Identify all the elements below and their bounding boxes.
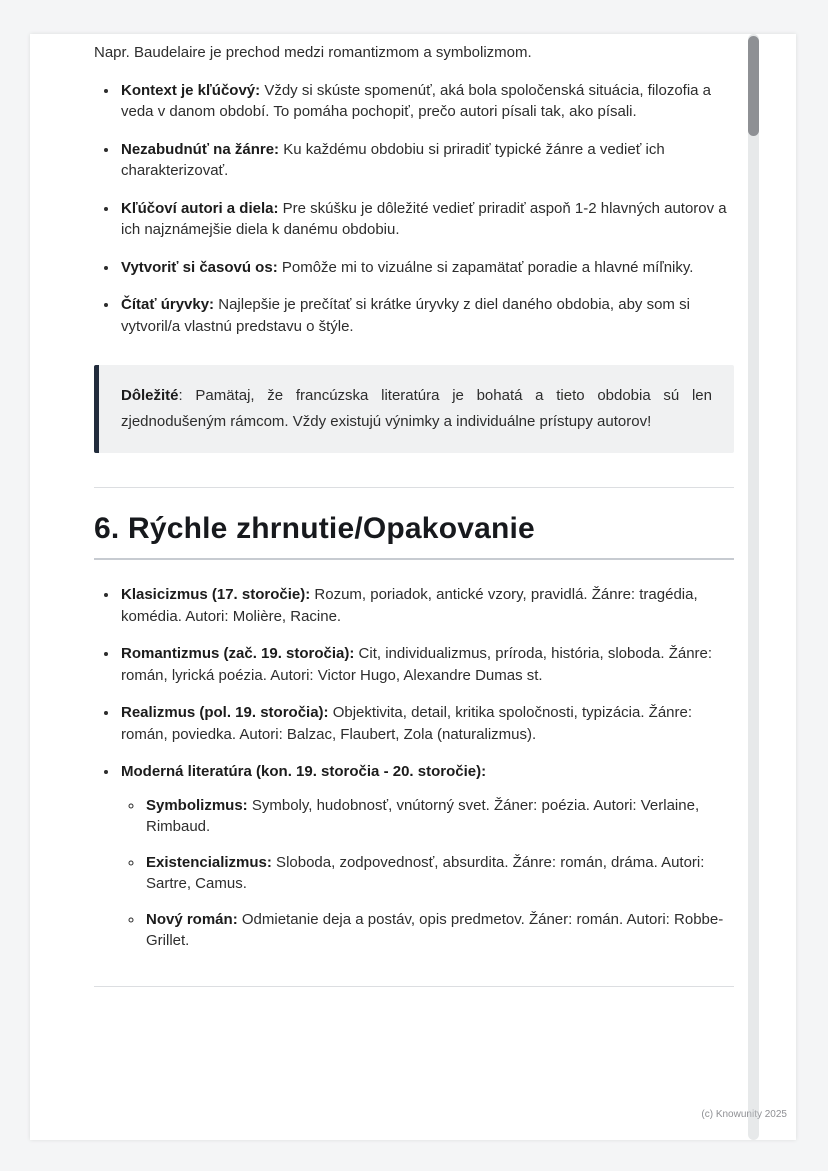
- document-content: [30, 34, 796, 987]
- tip-text: Najlepšie je prečítať si krátke úryvky z diel daného obdobia, aby som si vytvoril/a vlastnú predstavu o štýle.: [121, 296, 690, 335]
- tip-text: Ku každému obdobiu si priradiť typické žánre a vedieť ich charakterizovať.: [121, 140, 665, 179]
- sub-term: Existencializmus:: [146, 853, 272, 871]
- tip-item: [119, 198, 734, 241]
- summary-sublist: [121, 795, 734, 952]
- summary-item: [119, 643, 734, 686]
- sub-text: Odmietanie deja a postáv, opis predmetov. Žáner: román. Autori: Robbe-Grillet.: [146, 910, 724, 949]
- intro-paragraph: Napr. Baudelaire je prechod medzi romantizmom a symbolizmom.: [94, 44, 532, 61]
- summary-text: Rozum, poriadok, antické vzory, pravidlá. Žánre: tragédia, komédia. Autori: Molière, Racine.: [121, 586, 698, 625]
- tip-item: [119, 257, 734, 279]
- summary-list: [94, 584, 734, 952]
- document-page: [30, 34, 796, 1140]
- section-heading: 6. Rýchle zhrnutie/Opakovanie: [94, 512, 734, 560]
- sub-item: [144, 795, 734, 838]
- summary-term: Realizmus (pol. 19. storočia):: [121, 704, 329, 721]
- summary-text: Cit, individualizmus, príroda, história, sloboda. Žánre: román, lyrická poézia. Autori: Victor Hugo, Alexandre Dumas st.: [121, 645, 713, 684]
- callout-text: : Pamätaj, že francúzska literatúra je bohatá a tieto obdobia sú len zjednodušeným rámcom. Vždy existujú výnimky a individuálne prístupy autorov!: [121, 387, 712, 430]
- callout-box: [94, 365, 734, 453]
- tip-term: Vytvoriť si časovú os:: [121, 258, 278, 276]
- tip-term: Nezabudnúť na žánre:: [121, 140, 280, 158]
- tip-text: Pomôže mi to vizuálne si zapamätať poradie a hlavné míľniky.: [277, 258, 694, 276]
- sub-text: Sloboda, zodpovednosť, absurdita. Žánre: román, dráma. Autori: Sartre, Camus.: [146, 853, 705, 892]
- sub-item: [144, 852, 734, 895]
- tip-item: [119, 139, 734, 182]
- section-divider: [94, 487, 734, 488]
- tip-term: Kontext je kľúčový:: [121, 81, 261, 99]
- sub-term: Symbolizmus:: [146, 796, 248, 814]
- tips-list: [94, 80, 734, 338]
- tip-text: Vždy si skúste spomenúť, aká bola spoločenská situácia, filozofia a veda v danom období. To pomáha pochopiť, prečo autori písali tak, ako písali.: [121, 81, 712, 120]
- tip-item: [119, 294, 734, 337]
- sub-text: Symboly, hudobnosť, vnútorný svet. Žáner: poézia. Autori: Verlaine, Rimbaud.: [146, 796, 700, 835]
- sub-item: [144, 909, 734, 952]
- bottom-divider: [94, 986, 734, 987]
- summary-item: [119, 702, 734, 745]
- summary-term: Romantizmus (zač. 19. storočia):: [121, 645, 355, 662]
- tip-text: Pre skúšku je dôležité vedieť priradiť aspoň 1-2 hlavných autorov a ich najznámejšie diela k danému obdobiu.: [121, 199, 727, 238]
- tip-item: [119, 80, 734, 123]
- summary-item: [119, 584, 734, 627]
- summary-term: Moderná literatúra (kon. 19. storočia - 20. storočie):: [121, 763, 487, 780]
- scrollbar-thumb[interactable]: [748, 36, 759, 136]
- summary-term: Klasicizmus (17. storočie):: [121, 586, 311, 603]
- summary-text: Objektivita, detail, kritika spoločnosti, typizácia. Žánre: román, poviedka. Autori: Balzac, Flaubert, Zola (naturalizmus).: [121, 704, 693, 743]
- tip-term: Čítať úryvky:: [121, 296, 215, 313]
- tip-term: Kľúčoví autori a diela:: [121, 199, 279, 217]
- callout-term: Dôležité: [121, 387, 179, 404]
- vertical-scrollbar[interactable]: [748, 34, 759, 1140]
- copyright-text: (c) Knowunity 2025: [701, 1109, 787, 1120]
- sub-term: Nový román:: [146, 910, 238, 928]
- summary-item: [119, 761, 734, 952]
